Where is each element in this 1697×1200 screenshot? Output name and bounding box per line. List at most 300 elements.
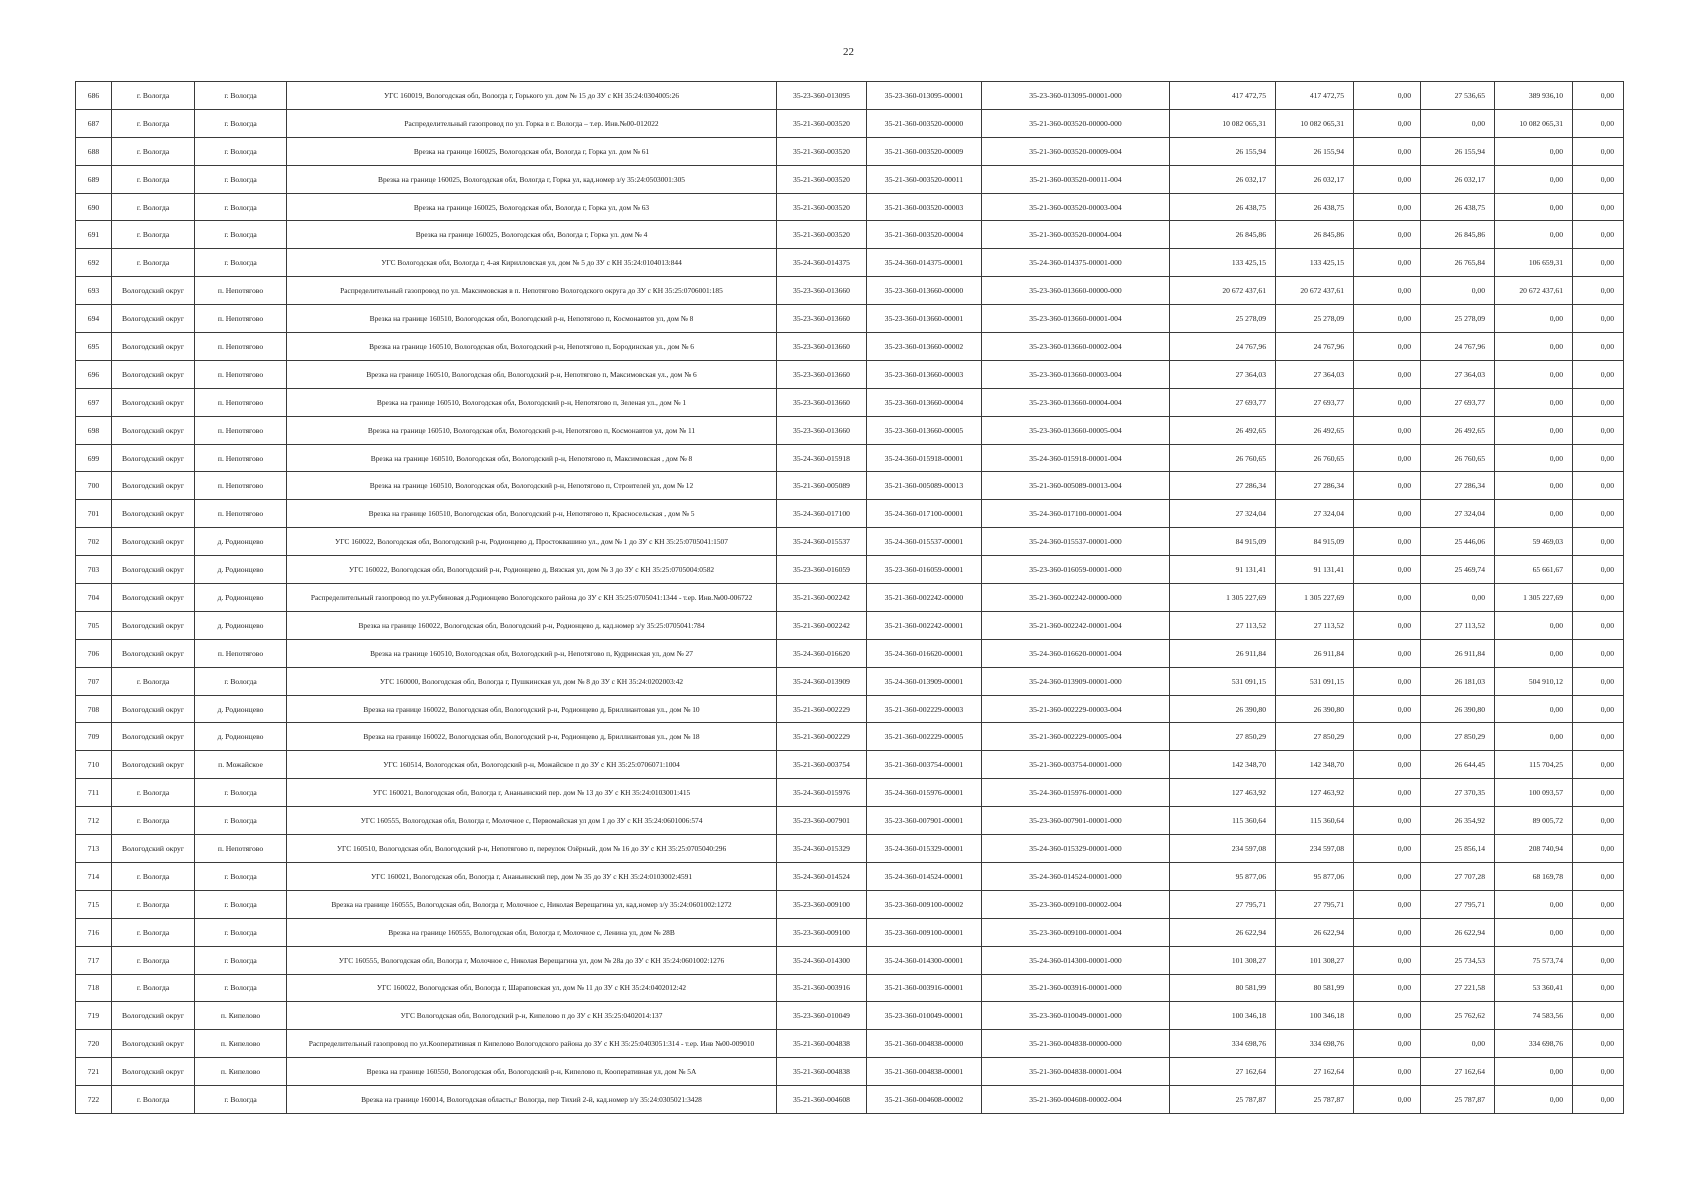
value-cell: 26 845,86	[1276, 221, 1354, 249]
value-cell: 27 693,77	[1276, 388, 1354, 416]
table-row	[76, 472, 1624, 500]
network-cost-cell: 106 659,31	[1495, 249, 1573, 277]
table-row	[76, 639, 1624, 667]
table-row	[76, 918, 1624, 946]
value-cell: 26 911,84	[1276, 639, 1354, 667]
connection-cost-cell: 27 795,71	[1421, 890, 1495, 918]
total-value-cell: 127 463,92	[1170, 779, 1276, 807]
connection-cost-cell: 26 354,92	[1421, 807, 1495, 835]
network-cost-cell: 65 661,67	[1495, 556, 1573, 584]
network-cost-cell: 0,00	[1495, 918, 1573, 946]
cadastral-number-cell: 35-21-360-003520	[777, 165, 867, 193]
extra-value-cell: 0,00	[1573, 695, 1624, 723]
value-cell: 26 390,80	[1276, 695, 1354, 723]
settlement-cell: п. Непотягово	[195, 277, 287, 305]
district-cell: Вологодский округ	[112, 500, 195, 528]
total-value-cell: 234 597,08	[1170, 835, 1276, 863]
value-cell: 26 155,94	[1276, 137, 1354, 165]
row-number-cell: 710	[76, 751, 112, 779]
object-full-code-cell: 35-21-360-003520-00011-004	[982, 165, 1170, 193]
zero-value-cell: 0,00	[1354, 723, 1421, 751]
object-address-cell: Врезка на границе 160510, Вологодская обл, Вологодский р-н, Непотягово п, Кудринская ул, дом № 27	[287, 639, 777, 667]
object-code-cell: 35-24-360-016620-00001	[867, 639, 982, 667]
object-address-cell: Врезка на границе 160510, Вологодская обл, Вологодский р-н, Непотягово п, Красносельская , дом № 5	[287, 500, 777, 528]
extra-value-cell: 0,00	[1573, 500, 1624, 528]
connection-cost-cell: 25 856,14	[1421, 835, 1495, 863]
cadastral-number-cell: 35-23-360-013095	[777, 82, 867, 110]
object-code-cell: 35-24-360-015537-00001	[867, 528, 982, 556]
extra-value-cell: 0,00	[1573, 109, 1624, 137]
table-row	[76, 137, 1624, 165]
object-code-cell: 35-21-360-002229-00003	[867, 695, 982, 723]
extra-value-cell: 0,00	[1573, 835, 1624, 863]
zero-value-cell: 0,00	[1354, 500, 1421, 528]
district-cell: Вологодский округ	[112, 584, 195, 612]
object-code-cell: 35-21-360-003520-00011	[867, 165, 982, 193]
extra-value-cell: 0,00	[1573, 723, 1624, 751]
district-cell: г. Вологда	[112, 82, 195, 110]
district-cell: Вологодский округ	[112, 723, 195, 751]
row-number-cell: 707	[76, 667, 112, 695]
total-value-cell: 417 472,75	[1170, 82, 1276, 110]
network-cost-cell: 334 698,76	[1495, 1030, 1573, 1058]
total-value-cell: 25 787,87	[1170, 1086, 1276, 1114]
object-address-cell: Врезка на границе 160555, Вологодская обл, Вологда г, Молочное с, Николая Верещагина ул, кад.номер з/у 35:24:0601002:1272	[287, 890, 777, 918]
settlement-cell: п. Непотягово	[195, 835, 287, 863]
cadastral-number-cell: 35-24-360-015976	[777, 779, 867, 807]
extra-value-cell: 0,00	[1573, 444, 1624, 472]
table-body	[76, 82, 1624, 1114]
row-number-cell: 718	[76, 974, 112, 1002]
connection-cost-cell: 26 644,45	[1421, 751, 1495, 779]
row-number-cell: 721	[76, 1058, 112, 1086]
settlement-cell: п. Непотягово	[195, 388, 287, 416]
object-code-cell: 35-21-360-004838-00000	[867, 1030, 982, 1058]
settlement-cell: г. Вологда	[195, 890, 287, 918]
connection-cost-cell: 26 155,94	[1421, 137, 1495, 165]
row-number-cell: 697	[76, 388, 112, 416]
row-number-cell: 700	[76, 472, 112, 500]
settlement-cell: п. Непотягово	[195, 416, 287, 444]
cadastral-number-cell: 35-23-360-013660	[777, 277, 867, 305]
table-row	[76, 82, 1624, 110]
extra-value-cell: 0,00	[1573, 193, 1624, 221]
district-cell: г. Вологда	[112, 109, 195, 137]
row-number-cell: 706	[76, 639, 112, 667]
total-value-cell: 26 845,86	[1170, 221, 1276, 249]
settlement-cell: п. Непотягово	[195, 500, 287, 528]
district-cell: Вологодский округ	[112, 472, 195, 500]
connection-cost-cell: 26 390,80	[1421, 695, 1495, 723]
zero-value-cell: 0,00	[1354, 890, 1421, 918]
object-full-code-cell: 35-21-360-002229-00005-004	[982, 723, 1170, 751]
connection-cost-cell: 27 370,35	[1421, 779, 1495, 807]
total-value-cell: 531 091,15	[1170, 667, 1276, 695]
object-full-code-cell: 35-21-360-002229-00003-004	[982, 695, 1170, 723]
object-full-code-cell: 35-24-360-015976-00001-000	[982, 779, 1170, 807]
zero-value-cell: 0,00	[1354, 193, 1421, 221]
settlement-cell: п. Можайское	[195, 751, 287, 779]
table-row	[76, 277, 1624, 305]
district-cell: Вологодский округ	[112, 277, 195, 305]
table-row	[76, 305, 1624, 333]
row-number-cell: 696	[76, 360, 112, 388]
district-cell: г. Вологда	[112, 890, 195, 918]
zero-value-cell: 0,00	[1354, 1086, 1421, 1114]
total-value-cell: 334 698,76	[1170, 1030, 1276, 1058]
object-code-cell: 35-21-360-002242-00000	[867, 584, 982, 612]
object-address-cell: УГС 160021, Вологодская обл, Вологда г, Ананьинский пер, дом № 35 до ЗУ с КН 35:24:0103002:4591	[287, 862, 777, 890]
total-value-cell: 26 911,84	[1170, 639, 1276, 667]
extra-value-cell: 0,00	[1573, 333, 1624, 361]
network-cost-cell: 0,00	[1495, 388, 1573, 416]
object-code-cell: 35-24-360-015976-00001	[867, 779, 982, 807]
zero-value-cell: 0,00	[1354, 528, 1421, 556]
settlement-cell: п. Непотягово	[195, 333, 287, 361]
object-full-code-cell: 35-23-360-007901-00001-000	[982, 807, 1170, 835]
object-full-code-cell: 35-21-360-004838-00000-000	[982, 1030, 1170, 1058]
connection-cost-cell: 27 707,28	[1421, 862, 1495, 890]
connection-cost-cell: 26 911,84	[1421, 639, 1495, 667]
object-address-cell: Врезка на границе 160025, Вологодская обл, Вологда г, Горка ул. дом № 61	[287, 137, 777, 165]
row-number-cell: 688	[76, 137, 112, 165]
row-number-cell: 689	[76, 165, 112, 193]
settlement-cell: г. Вологда	[195, 779, 287, 807]
value-cell: 27 286,34	[1276, 472, 1354, 500]
object-full-code-cell: 35-21-360-003916-00001-000	[982, 974, 1170, 1002]
object-address-cell: УГС 160000, Вологодская обл, Вологда г, Пушкинская ул, дом № 8 до ЗУ с КН 35:24:0202003:42	[287, 667, 777, 695]
zero-value-cell: 0,00	[1354, 611, 1421, 639]
table-row	[76, 946, 1624, 974]
total-value-cell: 80 581,99	[1170, 974, 1276, 1002]
value-cell: 101 308,27	[1276, 946, 1354, 974]
connection-cost-cell: 25 762,62	[1421, 1002, 1495, 1030]
object-address-cell: Врезка на границе 160510, Вологодская обл, Вологодский р-н, Непотягово п, Максимовская , дом № 8	[287, 444, 777, 472]
object-code-cell: 35-21-360-003520-00003	[867, 193, 982, 221]
object-address-cell: УГС 160021, Вологодская обл, Вологда г, Ананьинский пер. дом № 13 до ЗУ с КН 35:24:0103001:415	[287, 779, 777, 807]
value-cell: 26 622,94	[1276, 918, 1354, 946]
total-value-cell: 101 308,27	[1170, 946, 1276, 974]
table-row	[76, 416, 1624, 444]
value-cell: 26 032,17	[1276, 165, 1354, 193]
zero-value-cell: 0,00	[1354, 835, 1421, 863]
cadastral-number-cell: 35-21-360-003520	[777, 221, 867, 249]
total-value-cell: 133 425,15	[1170, 249, 1276, 277]
connection-cost-cell: 0,00	[1421, 584, 1495, 612]
extra-value-cell: 0,00	[1573, 165, 1624, 193]
settlement-cell: г. Вологда	[195, 109, 287, 137]
zero-value-cell: 0,00	[1354, 221, 1421, 249]
zero-value-cell: 0,00	[1354, 667, 1421, 695]
object-code-cell: 35-21-360-005089-00013	[867, 472, 982, 500]
settlement-cell: д. Родионцево	[195, 723, 287, 751]
connection-cost-cell: 26 845,86	[1421, 221, 1495, 249]
cadastral-number-cell: 35-23-360-009100	[777, 890, 867, 918]
row-number-cell: 711	[76, 779, 112, 807]
row-number-cell: 705	[76, 611, 112, 639]
network-cost-cell: 0,00	[1495, 723, 1573, 751]
zero-value-cell: 0,00	[1354, 1030, 1421, 1058]
zero-value-cell: 0,00	[1354, 305, 1421, 333]
extra-value-cell: 0,00	[1573, 779, 1624, 807]
object-full-code-cell: 35-21-360-004838-00001-004	[982, 1058, 1170, 1086]
connection-cost-cell: 25 469,74	[1421, 556, 1495, 584]
value-cell: 84 915,09	[1276, 528, 1354, 556]
object-full-code-cell: 35-21-360-003754-00001-000	[982, 751, 1170, 779]
table-row	[76, 109, 1624, 137]
table-row	[76, 528, 1624, 556]
object-full-code-cell: 35-23-360-013660-00001-004	[982, 305, 1170, 333]
table-row	[76, 584, 1624, 612]
total-value-cell: 20 672 437,61	[1170, 277, 1276, 305]
row-number-cell: 702	[76, 528, 112, 556]
extra-value-cell: 0,00	[1573, 639, 1624, 667]
value-cell: 142 348,70	[1276, 751, 1354, 779]
object-full-code-cell: 35-21-360-002242-00000-000	[982, 584, 1170, 612]
cadastral-number-cell: 35-24-360-015918	[777, 444, 867, 472]
zero-value-cell: 0,00	[1354, 974, 1421, 1002]
row-number-cell: 712	[76, 807, 112, 835]
network-cost-cell: 0,00	[1495, 500, 1573, 528]
extra-value-cell: 0,00	[1573, 249, 1624, 277]
table-row	[76, 360, 1624, 388]
district-cell: Вологодский округ	[112, 1030, 195, 1058]
object-full-code-cell: 35-24-360-013909-00001-000	[982, 667, 1170, 695]
object-code-cell: 35-24-360-014375-00001	[867, 249, 982, 277]
table-row	[76, 751, 1624, 779]
cadastral-number-cell: 35-21-360-004838	[777, 1030, 867, 1058]
table-row	[76, 249, 1624, 277]
connection-cost-cell: 27 162,64	[1421, 1058, 1495, 1086]
settlement-cell: г. Вологда	[195, 137, 287, 165]
object-address-cell: Распределительный газопровод по ул.Рубиновая д.Родионцево Вологодского района до ЗУ с КН 35:25:0705041:1344 - т.ер. Инв.№00-006722	[287, 584, 777, 612]
object-address-cell: УГС Вологодская обл, Вологодский р-н, Кипелово п до ЗУ с КН 35:25:0402014:137	[287, 1002, 777, 1030]
object-address-cell: Врезка на границе 160510, Вологодская обл, Вологодский р-н, Непотягово п, Бородинская ул., дом № 6	[287, 333, 777, 361]
value-cell: 91 131,41	[1276, 556, 1354, 584]
connection-cost-cell: 26 181,03	[1421, 667, 1495, 695]
total-value-cell: 26 390,80	[1170, 695, 1276, 723]
object-code-cell: 35-23-360-013660-00001	[867, 305, 982, 333]
extra-value-cell: 0,00	[1573, 1086, 1624, 1114]
connection-cost-cell: 0,00	[1421, 277, 1495, 305]
object-code-cell: 35-21-360-004608-00002	[867, 1086, 982, 1114]
connection-cost-cell: 26 492,65	[1421, 416, 1495, 444]
value-cell: 25 278,09	[1276, 305, 1354, 333]
object-full-code-cell: 35-23-360-013095-00001-000	[982, 82, 1170, 110]
object-address-cell: УГС Вологодская обл, Вологда г, 4-ая Кирилловская ул, дом № 5 до ЗУ с КН 35:24:0104013:844	[287, 249, 777, 277]
row-number-cell: 701	[76, 500, 112, 528]
district-cell: Вологодский округ	[112, 611, 195, 639]
network-cost-cell: 0,00	[1495, 416, 1573, 444]
district-cell: Вологодский округ	[112, 360, 195, 388]
district-cell: г. Вологда	[112, 946, 195, 974]
row-number-cell: 708	[76, 695, 112, 723]
table-row	[76, 1086, 1624, 1114]
object-code-cell: 35-24-360-014300-00001	[867, 946, 982, 974]
object-full-code-cell: 35-23-360-010049-00001-000	[982, 1002, 1170, 1030]
settlement-cell: д. Родионцево	[195, 611, 287, 639]
settlement-cell: п. Непотягово	[195, 472, 287, 500]
connection-cost-cell: 27 364,03	[1421, 360, 1495, 388]
cadastral-number-cell: 35-23-360-007901	[777, 807, 867, 835]
object-address-cell: Врезка на границе 160025, Вологодская обл, Вологда г, Горка ул. дом № 4	[287, 221, 777, 249]
network-cost-cell: 0,00	[1495, 1086, 1573, 1114]
network-cost-cell: 1 305 227,69	[1495, 584, 1573, 612]
object-address-cell: УГС 160022, Вологодская обл, Вологодский р-н, Родионцево д, Простоквашино ул., дом № 1 до ЗУ с КН 35:25:0705041:1507	[287, 528, 777, 556]
table-row	[76, 388, 1624, 416]
object-address-cell: Врезка на границе 160510, Вологодская обл, Вологодский р-н, Непотягово п, Зеленая ул., дом № 1	[287, 388, 777, 416]
settlement-cell: д. Родионцево	[195, 695, 287, 723]
object-address-cell: УГС 160510, Вологодская обл, Вологодский р-н, Непотягово п, переулок Озёрный, дом № 16 до ЗУ с КН 35:25:0705040:296	[287, 835, 777, 863]
extra-value-cell: 0,00	[1573, 137, 1624, 165]
object-address-cell: УГС 160019, Вологодская обл, Вологда г, Горького ул. дом № 15 до ЗУ с КН 35:24:0304005:26	[287, 82, 777, 110]
network-cost-cell: 20 672 437,61	[1495, 277, 1573, 305]
object-full-code-cell: 35-21-360-002242-00001-004	[982, 611, 1170, 639]
object-full-code-cell: 35-23-360-009100-00001-004	[982, 918, 1170, 946]
settlement-cell: г. Вологда	[195, 1086, 287, 1114]
network-cost-cell: 0,00	[1495, 305, 1573, 333]
object-code-cell: 35-23-360-013660-00003	[867, 360, 982, 388]
value-cell: 417 472,75	[1276, 82, 1354, 110]
connection-cost-cell: 24 767,96	[1421, 333, 1495, 361]
object-address-cell: Врезка на границе 160550, Вологодская обл, Вологодский р-н, Кипелово п, Кооперативная ул, дом № 5А	[287, 1058, 777, 1086]
extra-value-cell: 0,00	[1573, 974, 1624, 1002]
zero-value-cell: 0,00	[1354, 807, 1421, 835]
table-row	[76, 723, 1624, 751]
total-value-cell: 100 346,18	[1170, 1002, 1276, 1030]
value-cell: 531 091,15	[1276, 667, 1354, 695]
value-cell: 27 795,71	[1276, 890, 1354, 918]
connection-cost-cell: 26 760,65	[1421, 444, 1495, 472]
cadastral-number-cell: 35-24-360-017100	[777, 500, 867, 528]
cadastral-number-cell: 35-21-360-002242	[777, 611, 867, 639]
cadastral-number-cell: 35-21-360-004838	[777, 1058, 867, 1086]
zero-value-cell: 0,00	[1354, 444, 1421, 472]
district-cell: г. Вологда	[112, 779, 195, 807]
cadastral-number-cell: 35-24-360-016620	[777, 639, 867, 667]
value-cell: 25 787,87	[1276, 1086, 1354, 1114]
connection-cost-cell: 0,00	[1421, 1030, 1495, 1058]
object-address-cell: Распределительный газопровод по ул.Кооперативная п Кипелово Вологодского района до ЗУ с КН 35:25:0403051:314 - т.ер. Инв №00-009010	[287, 1030, 777, 1058]
connection-cost-cell: 27 693,77	[1421, 388, 1495, 416]
object-code-cell: 35-23-360-007901-00001	[867, 807, 982, 835]
total-value-cell: 27 162,64	[1170, 1058, 1276, 1086]
total-value-cell: 27 850,29	[1170, 723, 1276, 751]
row-number-cell: 694	[76, 305, 112, 333]
table-row	[76, 890, 1624, 918]
object-full-code-cell: 35-24-360-016620-00001-004	[982, 639, 1170, 667]
zero-value-cell: 0,00	[1354, 779, 1421, 807]
total-value-cell: 91 131,41	[1170, 556, 1276, 584]
table-row	[76, 221, 1624, 249]
object-full-code-cell: 35-21-360-003520-00003-004	[982, 193, 1170, 221]
object-code-cell: 35-23-360-009100-00002	[867, 890, 982, 918]
settlement-cell: п. Кипелово	[195, 1058, 287, 1086]
object-full-code-cell: 35-24-360-015537-00001-000	[982, 528, 1170, 556]
settlement-cell: п. Кипелово	[195, 1002, 287, 1030]
extra-value-cell: 0,00	[1573, 360, 1624, 388]
zero-value-cell: 0,00	[1354, 946, 1421, 974]
zero-value-cell: 0,00	[1354, 165, 1421, 193]
object-address-cell: Врезка на границе 160022, Вологодская обл, Вологодский р-н, Родионцево д, Бриллиантовая ул., дом № 18	[287, 723, 777, 751]
row-number-cell: 686	[76, 82, 112, 110]
object-code-cell: 35-24-360-014524-00001	[867, 862, 982, 890]
settlement-cell: п. Непотягово	[195, 360, 287, 388]
network-cost-cell: 74 583,56	[1495, 1002, 1573, 1030]
zero-value-cell: 0,00	[1354, 639, 1421, 667]
object-address-cell: Распределительный газопровод по ул. Максимовская в п. Непотягово Вологодского округа до ЗУ с КН 35:25:0706001:185	[287, 277, 777, 305]
district-cell: г. Вологда	[112, 221, 195, 249]
network-cost-cell: 504 910,12	[1495, 667, 1573, 695]
district-cell: Вологодский округ	[112, 1058, 195, 1086]
district-cell: Вологодский округ	[112, 333, 195, 361]
object-address-cell: Врезка на границе 160025, Вологодская обл, Вологда г, Горка ул, дом № 63	[287, 193, 777, 221]
total-value-cell: 27 324,04	[1170, 500, 1276, 528]
table-row	[76, 835, 1624, 863]
object-full-code-cell: 35-21-360-003520-00009-004	[982, 137, 1170, 165]
value-cell: 27 113,52	[1276, 611, 1354, 639]
total-value-cell: 115 360,64	[1170, 807, 1276, 835]
table-row	[76, 1058, 1624, 1086]
zero-value-cell: 0,00	[1354, 109, 1421, 137]
total-value-cell: 27 113,52	[1170, 611, 1276, 639]
value-cell: 127 463,92	[1276, 779, 1354, 807]
total-value-cell: 1 305 227,69	[1170, 584, 1276, 612]
settlement-cell: г. Вологда	[195, 249, 287, 277]
settlement-cell: г. Вологда	[195, 807, 287, 835]
value-cell: 27 324,04	[1276, 500, 1354, 528]
row-number-cell: 709	[76, 723, 112, 751]
cadastral-number-cell: 35-23-360-013660	[777, 305, 867, 333]
extra-value-cell: 0,00	[1573, 1002, 1624, 1030]
connection-cost-cell: 27 324,04	[1421, 500, 1495, 528]
connection-cost-cell: 0,00	[1421, 109, 1495, 137]
extra-value-cell: 0,00	[1573, 305, 1624, 333]
settlement-cell: г. Вологда	[195, 918, 287, 946]
value-cell: 10 082 065,31	[1276, 109, 1354, 137]
value-cell: 95 877,06	[1276, 862, 1354, 890]
table-row	[76, 1030, 1624, 1058]
zero-value-cell: 0,00	[1354, 388, 1421, 416]
district-cell: г. Вологда	[112, 193, 195, 221]
total-value-cell: 24 767,96	[1170, 333, 1276, 361]
network-cost-cell: 0,00	[1495, 611, 1573, 639]
object-code-cell: 35-23-360-013660-00000	[867, 277, 982, 305]
object-full-code-cell: 35-24-360-017100-00001-004	[982, 500, 1170, 528]
row-number-cell: 691	[76, 221, 112, 249]
connection-cost-cell: 26 032,17	[1421, 165, 1495, 193]
object-code-cell: 35-23-360-009100-00001	[867, 918, 982, 946]
value-cell: 80 581,99	[1276, 974, 1354, 1002]
total-value-cell: 26 438,75	[1170, 193, 1276, 221]
zero-value-cell: 0,00	[1354, 82, 1421, 110]
object-code-cell: 35-23-360-016059-00001	[867, 556, 982, 584]
connection-cost-cell: 27 286,34	[1421, 472, 1495, 500]
zero-value-cell: 0,00	[1354, 249, 1421, 277]
table-row	[76, 667, 1624, 695]
zero-value-cell: 0,00	[1354, 584, 1421, 612]
cadastral-number-cell: 35-24-360-013909	[777, 667, 867, 695]
cadastral-number-cell: 35-24-360-014524	[777, 862, 867, 890]
extra-value-cell: 0,00	[1573, 918, 1624, 946]
object-code-cell: 35-23-360-013660-00005	[867, 416, 982, 444]
table-row	[76, 862, 1624, 890]
cadastral-number-cell: 35-21-360-003520	[777, 109, 867, 137]
zero-value-cell: 0,00	[1354, 695, 1421, 723]
extra-value-cell: 0,00	[1573, 1058, 1624, 1086]
object-address-cell: Врезка на границе 160510, Вологодская обл, Вологодский р-н, Непотягово п, Космонавтов ул, дом № 8	[287, 305, 777, 333]
object-address-cell: УГС 160514, Вологодская обл, Вологодский р-н, Можайское п до ЗУ с КН 35:25:0706071:1004	[287, 751, 777, 779]
